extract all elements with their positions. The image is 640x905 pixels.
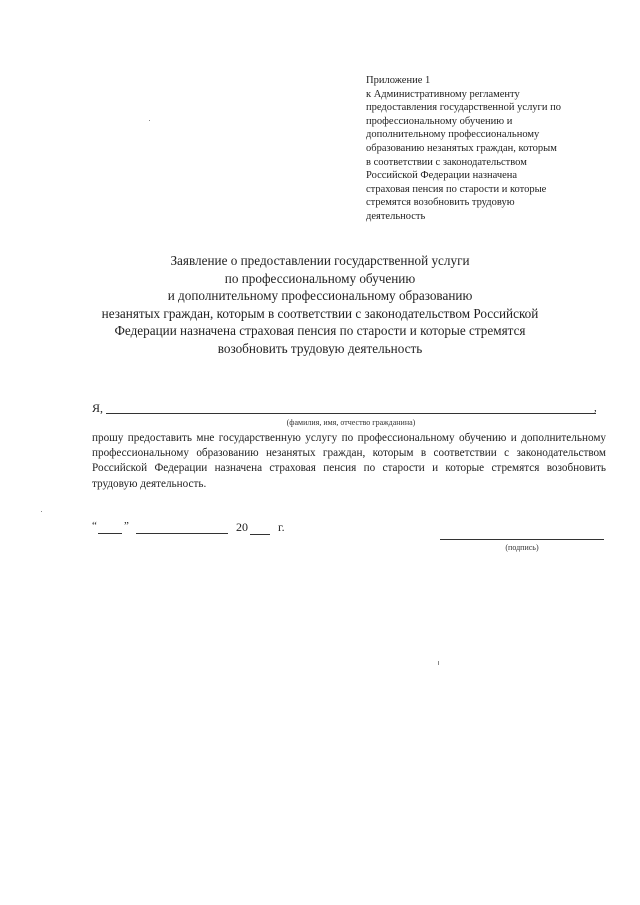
applicant-name-field[interactable] <box>106 413 596 414</box>
appendix-line: предоставления государственной услуги по <box>366 102 561 114</box>
appendix-line: образованию незанятых граждан, которым <box>366 142 557 154</box>
scan-speck <box>149 120 150 121</box>
applicant-prefix: Я, <box>92 401 104 415</box>
request-text: прошу предоставить мне государственную услугу по профессиональному обучению и дополнительному профессиональному образованию незанятых граждан, которым в соответствии с законодательством Российской Федерации назначена страховая пенсия по старости и которые стремятся возобновить трудовую деятельность. <box>92 432 606 490</box>
appendix-line: к Административному регламенту <box>366 88 520 100</box>
date-year-suffix: г. <box>278 520 285 534</box>
document-title <box>60 252 580 358</box>
title-line: по профессиональному обучению <box>224 270 416 286</box>
date-year-prefix: 20 <box>236 520 248 534</box>
appendix-line: деятельность <box>366 210 426 222</box>
appendix-line: стремятся возобновить трудовую <box>366 197 515 209</box>
appendix-line: профессиональному обучению и <box>366 115 513 127</box>
appendix-header <box>366 74 616 224</box>
appendix-line: страховая пенсия по старости и которые <box>366 183 547 195</box>
title-line: Федерации назначена страховая пенсия по старости и которые стремятся <box>114 323 526 339</box>
date-day-field[interactable] <box>98 533 122 534</box>
appendix-line: Приложение 1 <box>366 75 431 86</box>
applicant-name-caption: (фамилия, имя, отчество гражданина) <box>286 418 416 427</box>
title-line: Заявление о предоставлении государственной услуги <box>170 253 470 268</box>
applicant-comma: , <box>594 402 597 414</box>
title-line: и дополнительному профессиональному образованию <box>167 288 473 304</box>
date-month-field[interactable] <box>136 533 228 534</box>
appendix-line: дополнительному профессиональному <box>366 129 540 141</box>
signature-caption: (подпись) <box>505 543 539 552</box>
date-year-field[interactable] <box>250 534 270 535</box>
signature-field[interactable] <box>440 539 604 540</box>
title-line: возобновить трудовую деятельность <box>217 340 423 356</box>
date-field <box>92 520 312 540</box>
date-close-quote: ” <box>124 520 129 532</box>
scan-speck <box>41 511 42 512</box>
title-line: незанятых граждан, которым в соответствии с законодательством Российской <box>101 305 539 321</box>
appendix-line: в соответствии с законодательством <box>366 156 527 168</box>
appendix-line: Российской Федерации назначена <box>366 170 518 182</box>
date-open-quote: “ <box>92 520 97 532</box>
scan-speck <box>438 661 439 665</box>
